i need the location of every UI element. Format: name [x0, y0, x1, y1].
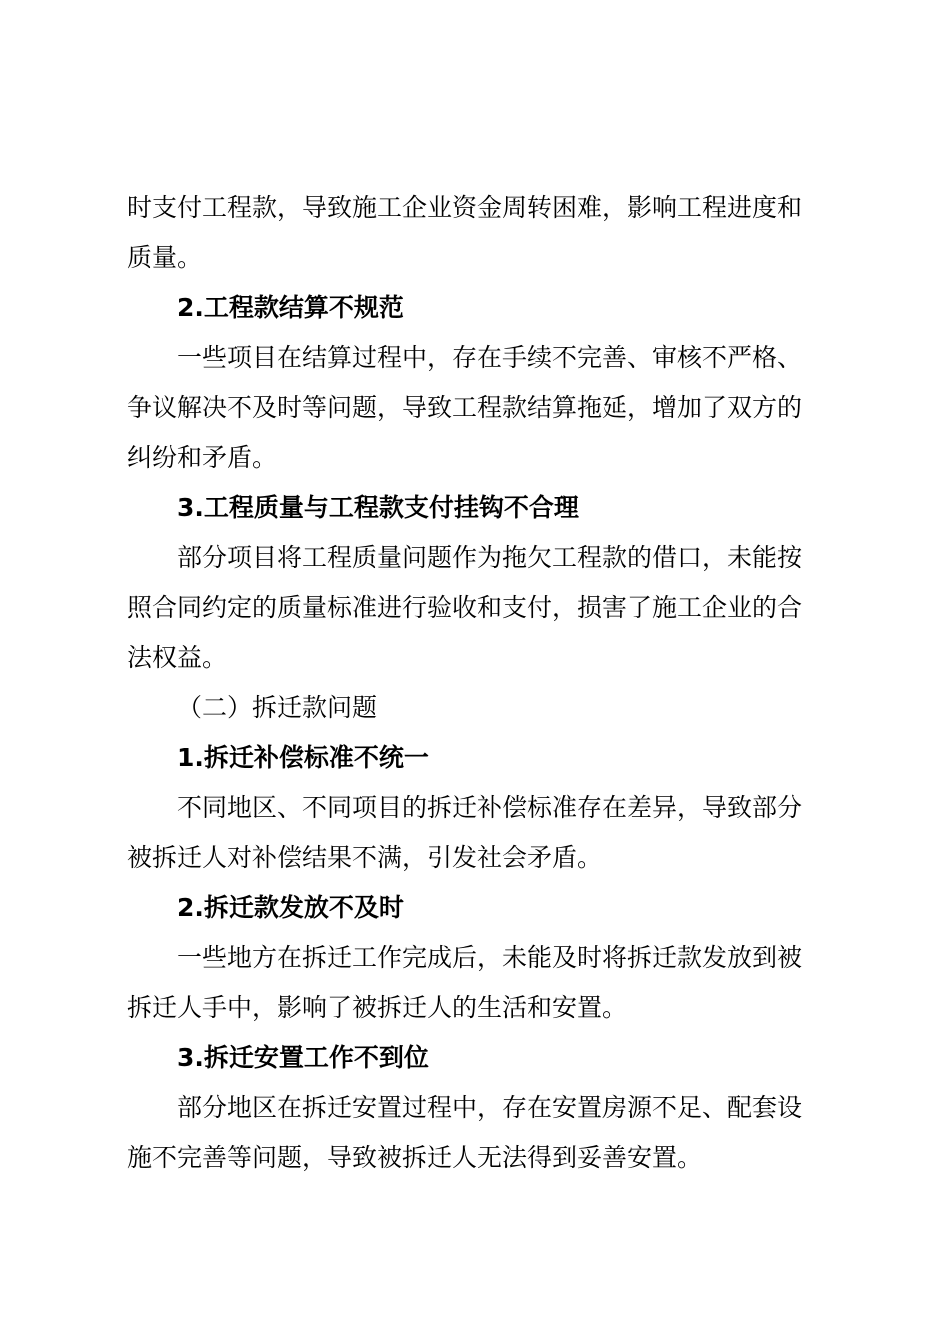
body-text-line: 法权益。	[127, 643, 228, 672]
body-text-line: 照合同约定的质量标准进行验收和支付，损害了施工企业的合	[127, 593, 803, 622]
body-text-line: 拆迁人手中，影响了被拆迁人的生活和安置。	[127, 993, 628, 1022]
body-text-line: 纠纷和矛盾。	[127, 443, 278, 472]
body-text-line: 施不完善等问题，导致被拆迁人无法得到妥善安置。	[127, 1143, 703, 1172]
subheading: 3.拆迁安置工作不到位	[177, 1043, 429, 1072]
body-text-line: 部分地区在拆迁安置过程中，存在安置房源不足、配套设	[177, 1093, 803, 1122]
body-text-line: 部分项目将工程质量问题作为拖欠工程款的借口，未能按	[177, 543, 803, 572]
subheading: 2.工程款结算不规范	[177, 293, 404, 322]
subheading: 2.拆迁款发放不及时	[177, 893, 404, 922]
body-text-line: 时支付工程款，导致施工企业资金周转困难，影响工程进度和	[127, 193, 803, 222]
body-text-line: 质量。	[127, 243, 203, 272]
body-text-line: 一些项目在结算过程中，存在手续不完善、审核不严格、	[177, 343, 803, 372]
subheading: 1.拆迁补偿标准不统一	[177, 743, 429, 772]
document-body	[127, 183, 835, 1183]
body-text-line: 一些地方在拆迁工作完成后，未能及时将拆迁款发放到被	[177, 943, 803, 972]
subheading: 3.工程质量与工程款支付挂钩不合理	[177, 493, 579, 522]
section-heading: （二）拆迁款问题	[177, 693, 378, 722]
body-text-line: 不同地区、不同项目的拆迁补偿标准存在差异，导致部分	[177, 793, 803, 822]
body-text-line: 被拆迁人对补偿结果不满，引发社会矛盾。	[127, 843, 603, 872]
body-text-line: 争议解决不及时等问题，导致工程款结算拖延，增加了双方的	[127, 393, 803, 422]
